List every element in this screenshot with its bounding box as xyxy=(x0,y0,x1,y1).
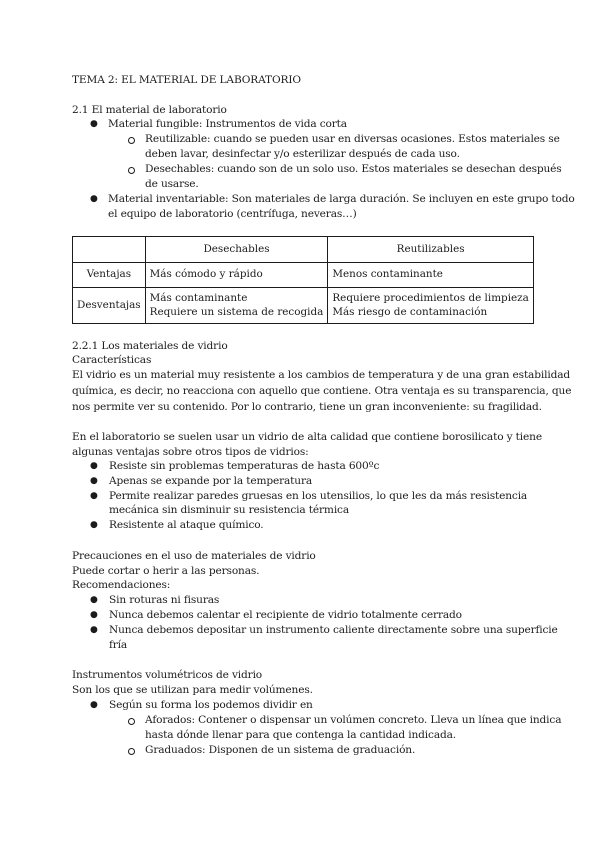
table-header-row xyxy=(73,237,534,263)
sublist-item-reutilizable-cont: deben lavar, desinfectar y/o esterilizar después de cada uso. xyxy=(145,148,460,160)
subheading-recomendaciones: Recomendaciones: xyxy=(72,579,171,591)
list-item: Nunca debemos calentar el recipiente de vidrio totalmente cerrado xyxy=(109,609,462,621)
section-heading-precauciones: Precauciones en el uso de materiales de vidrio xyxy=(72,550,316,562)
circle-bullet-icon xyxy=(128,748,135,755)
list-item-material-inventariable-cont: el equipo de laboratorio (centrífuga, neveras…) xyxy=(108,208,357,220)
bullet-icon: ● xyxy=(90,700,98,710)
paragraph-line: Son los que se utilizan para medir volúmenes. xyxy=(72,684,313,696)
bullet-icon: ● xyxy=(90,491,98,501)
paragraph-line: El vidrio es un material muy resistente a los cambios de temperatura y de una gran estabilidad xyxy=(72,369,571,381)
list-item: Nunca debemos depositar un instrumento caliente directamente sobre una superficie xyxy=(109,624,558,636)
sublist-item-graduados: Graduados: Disponen de un sistema de graduación. xyxy=(145,744,416,756)
circle-bullet-icon xyxy=(128,137,135,144)
list-item: Resiste sin problemas temperaturas de hasta 600ºc xyxy=(109,460,380,472)
bullet-icon: ● xyxy=(90,119,98,129)
list-item: Sin roturas ni fisuras xyxy=(109,594,220,606)
bullet-icon: ● xyxy=(90,595,98,605)
table-row-label: Desventajas xyxy=(73,288,146,324)
list-item: Según su forma los podemos dividir en xyxy=(109,699,313,711)
list-item-material-inventariable: Material inventariable: Son materiales de larga duración. Se incluyen en este grupo todo xyxy=(108,193,575,205)
comparison-table xyxy=(72,236,534,324)
section-heading-instrumentos: Instrumentos volumétricos de vidrio xyxy=(72,669,263,681)
bullet-icon: ● xyxy=(90,625,98,635)
table-cell-text: Más contaminante xyxy=(149,292,248,304)
table-row-label: Ventajas xyxy=(73,263,146,288)
table-header-cell: Reutilizables xyxy=(328,237,534,263)
table-cell-text: Menos contaminante xyxy=(332,268,443,281)
table-row xyxy=(73,263,534,288)
list-item-material-fungible: Material fungible: Instrumentos de vida corta xyxy=(108,118,347,130)
bullet-icon: ● xyxy=(90,194,98,204)
table-cell xyxy=(145,288,328,324)
bullet-icon: ● xyxy=(90,520,98,530)
table-cell-text: Más cómodo y rápido xyxy=(149,268,263,281)
sublist-item-aforados-cont: hasta dónde llenar para que contenga la cantidad indicada. xyxy=(145,729,456,741)
list-item: Apenas se expande por la temperatura xyxy=(109,475,313,487)
list-item: Permite realizar paredes gruesas en los utensilios, lo que les da más resistencia xyxy=(109,490,528,502)
section-heading-2-2-1: 2.2.1 Los materiales de vidrio xyxy=(72,340,228,352)
subheading-caracteristicas: Características xyxy=(72,354,152,366)
list-item-cont: fría xyxy=(109,639,128,651)
circle-bullet-icon xyxy=(128,718,135,725)
paragraph-line: química, es decir, no reacciona con aquello que contiene. Otra ventaja es su transparencia, que xyxy=(72,385,572,397)
table-cell xyxy=(145,263,328,288)
paragraph-line: nos permite ver su contenido. Por lo contrario, tiene un gran inconveniente: su fragilidad. xyxy=(72,401,542,413)
table-cell xyxy=(328,288,534,324)
table-cell-text: Requiere procedimientos de limpieza xyxy=(332,292,529,304)
table-header-cell xyxy=(73,237,146,263)
sublist-item-desechables-cont: de usarse. xyxy=(145,178,199,190)
list-item-cont: mecánica sin disminuir su resistencia térmica xyxy=(109,504,350,516)
document-title: TEMA 2: EL MATERIAL DE LABORATORIO xyxy=(72,74,301,86)
list-item: Resistente al ataque químico. xyxy=(109,519,264,531)
table-header-cell: Desechables xyxy=(145,237,328,263)
bullet-icon: ● xyxy=(90,461,98,471)
sublist-item-reutilizable: Reutilizable: cuando se pueden usar en diversas ocasiones. Estos materiales se xyxy=(145,133,560,145)
paragraph-line: algunas ventajas sobre otros tipos de vidrios: xyxy=(72,446,309,458)
paragraph-line: En el laboratorio se suelen usar un vidrio de alta calidad que contiene borosilicato y tiene xyxy=(72,431,542,443)
table-row xyxy=(73,288,534,324)
sublist-item-desechables: Desechables: cuando son de un solo uso. Estos materiales se desechan después xyxy=(145,163,562,175)
circle-bullet-icon xyxy=(128,167,135,174)
bullet-icon: ● xyxy=(90,610,98,620)
table-cell xyxy=(328,263,534,288)
paragraph-line: Puede cortar o herir a las personas. xyxy=(72,565,260,577)
table-cell-text: Requiere un sistema de recogida xyxy=(149,305,324,318)
table-cell-text: Más riesgo de contaminación xyxy=(332,305,488,318)
sublist-item-aforados: Aforados: Contener o dispensar un volúmen concreto. Lleva un línea que indica xyxy=(145,714,562,726)
section-heading-2-1: 2.1 El material de laboratorio xyxy=(72,104,227,116)
bullet-icon: ● xyxy=(90,476,98,486)
